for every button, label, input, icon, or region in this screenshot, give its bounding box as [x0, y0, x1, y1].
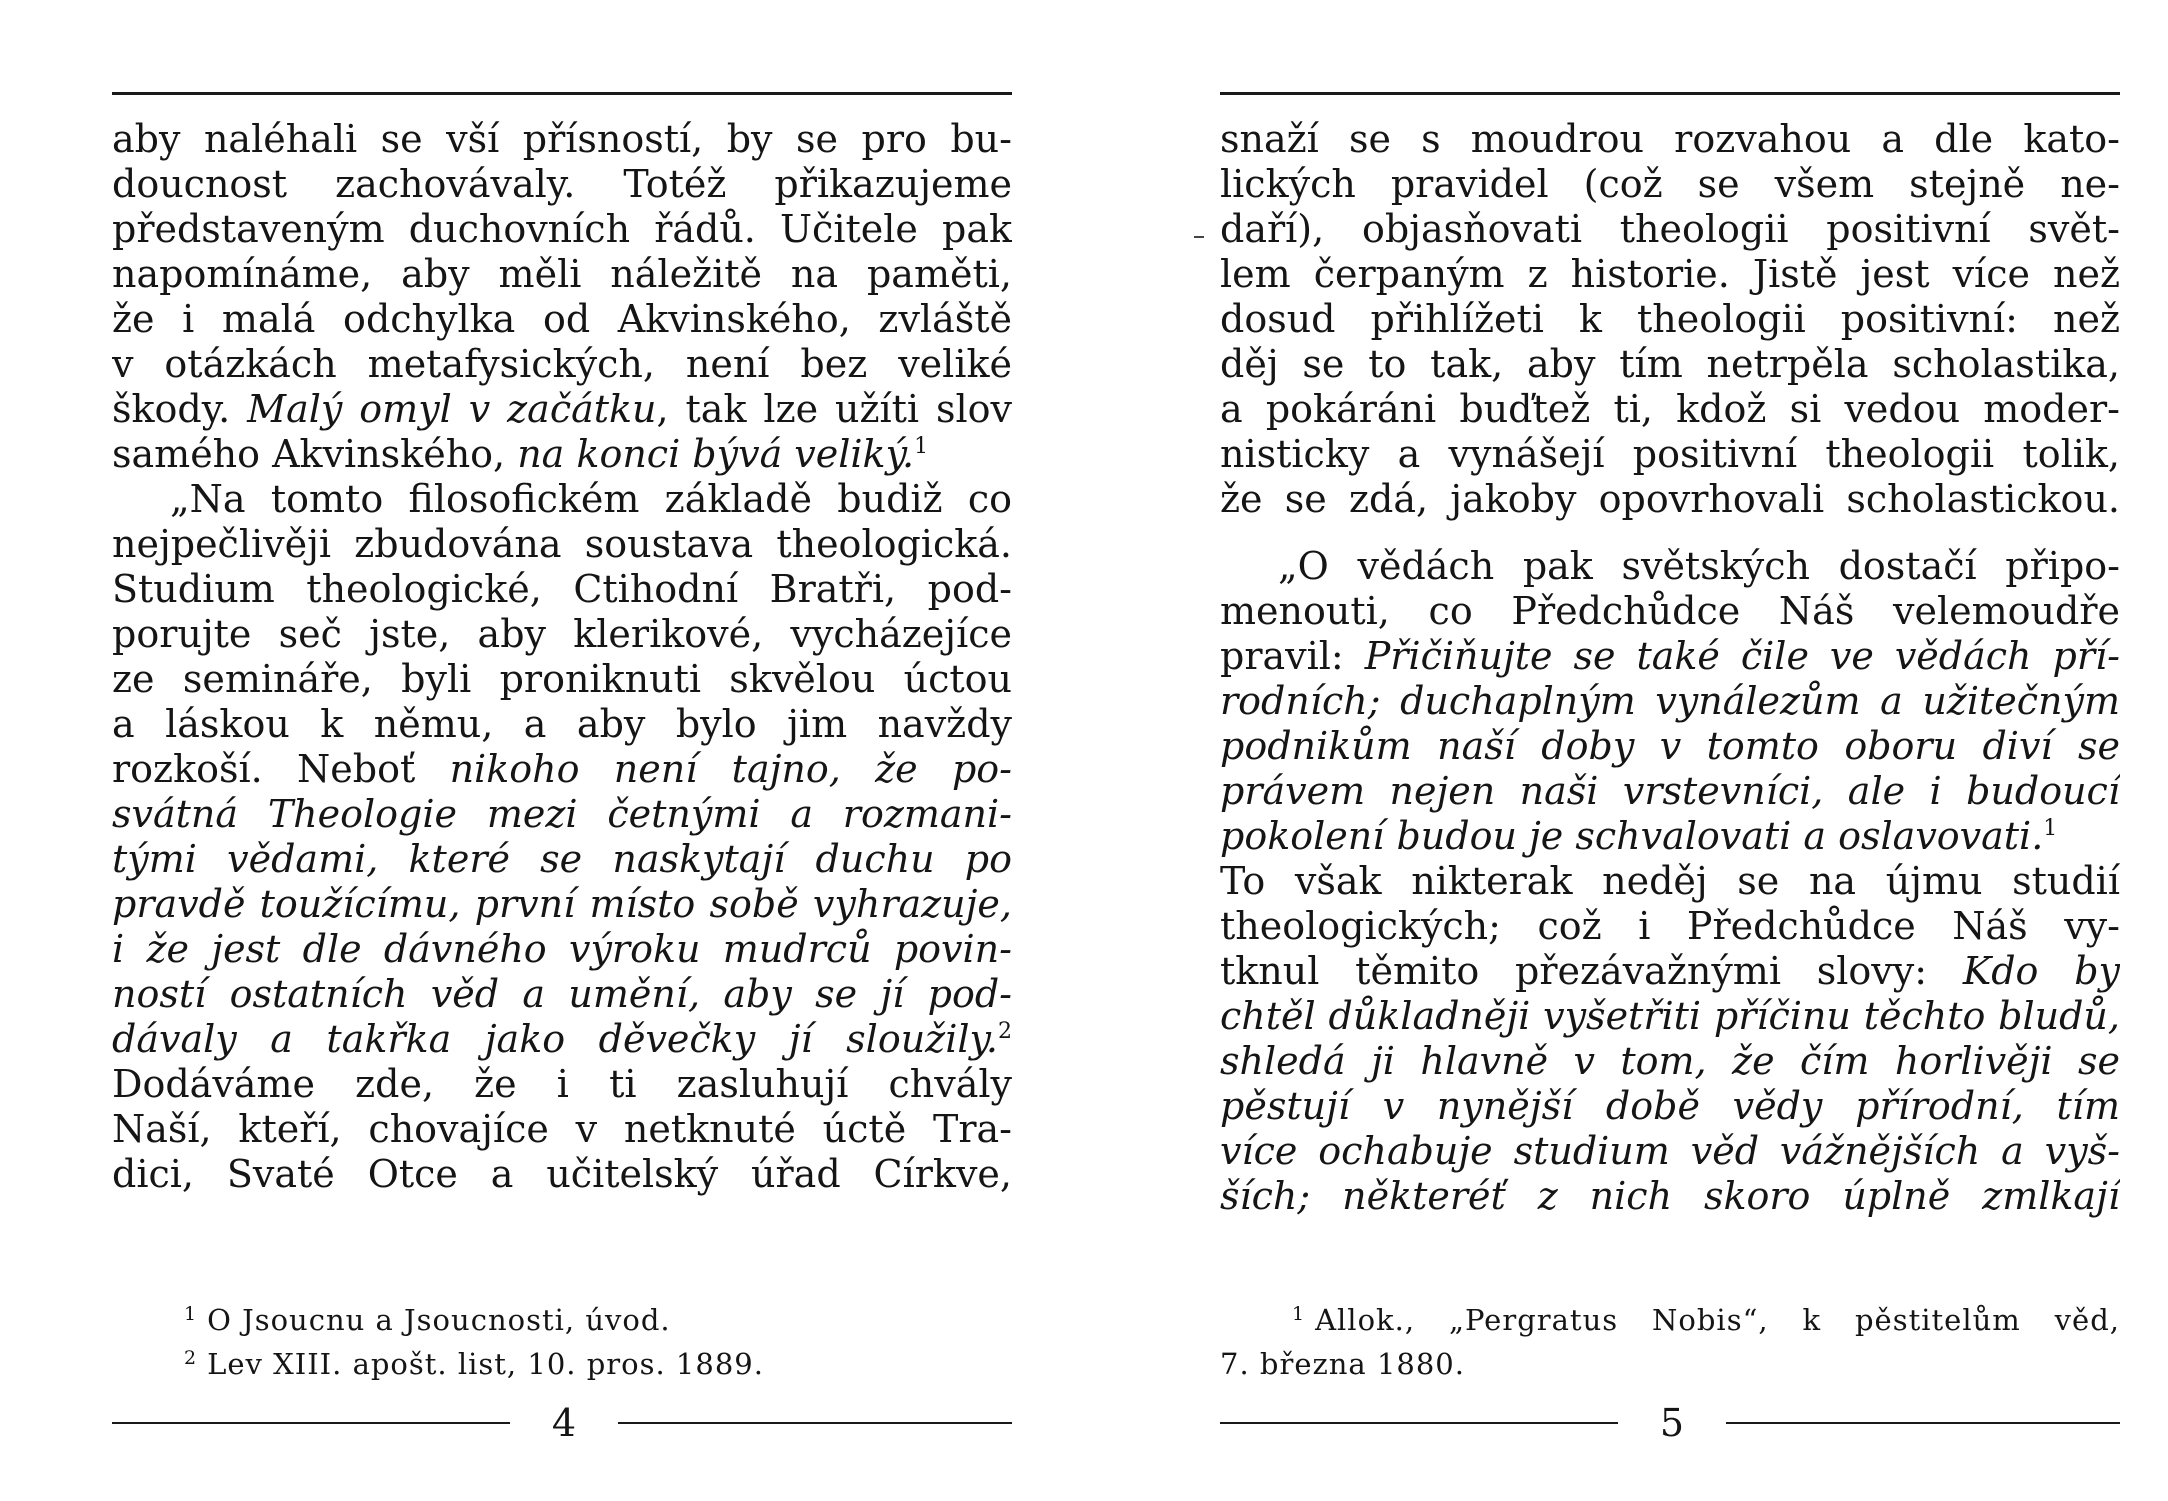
text-line: že i malá odchylka od Akvinského, zvláště: [112, 297, 1012, 341]
text-line: theologických; což i Předchůdce Náš vy-: [1220, 904, 2120, 948]
text-line: „Na tomto filosofickém základě budiž co: [170, 477, 1012, 521]
text-line: pravdě toužícímu, první místo sobě vyhrazuje,: [112, 882, 1012, 926]
text-line: pěstují v nynější době vědy přírodní, tím: [1220, 1084, 2120, 1128]
footnote: $^1$ O Jsoucnu a Jsoucnosti, úvod.: [184, 1303, 671, 1337]
left-footnotes: [112, 1298, 1012, 1386]
text-line: pravil: Přičiňujte se také čile ve vědách pří-: [1220, 634, 2120, 678]
text-line: děj se to tak, aby tím netrpěla scholastika,: [1220, 342, 2120, 386]
text-line: samého Akvinského, na konci bývá veliký.$^1$: [112, 432, 929, 476]
left-page-body: [112, 117, 1012, 1197]
text-line: To však nikterak neděj se na újmu studií: [1220, 859, 2120, 903]
text-line: menouti, co Předchůdce Náš velemoudře: [1220, 589, 2120, 633]
top-rule: [1220, 92, 2120, 95]
text-line: Naší, kteří, chovajíce v netknuté úctě Tra-: [112, 1107, 1012, 1151]
folio-rule: [1220, 1422, 1618, 1424]
text-line: dávaly a takřka jako děvečky jí sloužily.$^2$: [112, 1017, 1012, 1061]
folio-rule: [1726, 1422, 2120, 1424]
text-line: rodních; duchaplným vynálezům a užitečným: [1220, 679, 2120, 723]
text-line: a pokáráni buďtež ti, kdož si vedou moder-: [1220, 387, 2120, 431]
text-line: porujte seč jste, aby klerikové, vycházejíce: [112, 612, 1012, 656]
page-number: 4: [551, 1401, 577, 1445]
text-line: aby naléhali se vší přísností, by se pro bu-: [112, 117, 1012, 161]
text-line: ze semináře, byli proniknuti skvělou úctou: [112, 657, 1012, 701]
text-line: škody. Malý omyl v začátku, tak lze užíti slov: [112, 387, 1012, 431]
text-line: dici, Svaté Otce a učitelský úřad Církve,: [112, 1152, 1012, 1196]
text-line: lem čerpaným z historie. Jistě jest více než: [1220, 252, 2120, 296]
right-footnotes: [1220, 1298, 2120, 1386]
text-line: podnikům naší doby v tomto oboru diví se: [1220, 724, 2120, 768]
italic-quote: Kdo by: [1962, 949, 2120, 993]
text-line: ších; některéť z nich skoro úplně zmlkají: [1220, 1174, 2120, 1218]
text-line: představeným duchovních řádů. Učitele pak: [112, 207, 1012, 251]
text-line: napomínáme, aby měli náležitě na paměti,: [112, 252, 1012, 296]
text-line: rozkoší. Neboť nikoho není tajno, že po-: [112, 747, 1012, 791]
page-number: 5: [1659, 1401, 1685, 1445]
text-line: Dodáváme zde, že i ti zasluhují chvály: [112, 1062, 1012, 1106]
left-folio: [112, 1398, 1012, 1448]
text-line: a láskou k němu, a aby bylo jim navždy: [112, 702, 1012, 746]
text-line: doucnost zachovávaly. Totéž přikazujeme: [112, 162, 1012, 206]
text-line: dosud přihlížeti k theologii positivní: než: [1220, 297, 2120, 341]
folio-rule: [112, 1422, 510, 1424]
italic-quote: nikoho není tajno, že po-: [449, 747, 1012, 791]
text-line: že se zdá, jakoby opovrhovali scholastickou.: [1220, 477, 2120, 521]
text-line: i že jest dle dávného výroku mudrců povin-: [112, 927, 1012, 971]
text-line: „O vědách pak světských dostačí připo-: [1278, 544, 2120, 588]
text-line: nejpečlivěji zbudována soustava theologická.: [112, 522, 1012, 566]
footnote: $^2$ Lev XIII. apošt. list, 10. pros. 1889.: [184, 1347, 764, 1381]
text-line: Studium theologické, Ctihodní Bratři, pod-: [112, 567, 1012, 611]
text-line: tými vědami, které se naskytají duchu po: [112, 837, 1012, 881]
footnote-ref: 2: [998, 1019, 1012, 1044]
text-line: lických pravidel (což se všem stejně ne-: [1220, 162, 2120, 206]
footnote-ref: 1: [914, 434, 929, 459]
text-line: snaží se s moudrou rozvahou a dle kato-: [1220, 117, 2120, 161]
text-line: daří), objasňovati theologii positivní svět-: [1220, 207, 2120, 251]
footnote: $^1$ Allok., „Pergratus Nobis“, k pěstitelům věd,: [1292, 1303, 2120, 1337]
text-line: více ochabuje studium věd vážnějších a vyš-: [1220, 1129, 2120, 1173]
footnote: 7. března 1880.: [1220, 1347, 1465, 1381]
text-line: svátná Theologie mezi četnými a rozmani-: [112, 792, 1012, 836]
right-page-body: [1220, 117, 2120, 1219]
text-line: ností ostatních věd a umění, aby se jí pod-: [112, 972, 1012, 1016]
top-rule: [112, 92, 1012, 95]
italic-quote: Malý omyl v začátku: [247, 387, 657, 431]
text-line: chtěl důkladněji vyšetřiti příčinu těchto bludů,: [1220, 994, 2120, 1038]
text-line: tknul těmito přezávažnými slovy: Kdo by: [1220, 949, 2120, 993]
right-page: [1220, 0, 2120, 1501]
margin-mark: [1194, 236, 1204, 238]
text-line: nisticky a vynášejí positivní theologii tolik,: [1220, 432, 2120, 476]
italic-quote: na konci bývá veliký.: [517, 432, 915, 476]
folio-rule: [618, 1422, 1012, 1424]
text-line: pokolení budou je schvalovati a oslavovati.$^1$: [1220, 814, 2058, 858]
text-line: v otázkách metafysických, není bez veliké: [112, 342, 1012, 386]
italic-quote: Přičiňujte se také čile ve vědách pří-: [1364, 634, 2120, 678]
text-line: shledá ji hlavně v tom, že čím horlivěji se: [1220, 1039, 2120, 1083]
text-line: právem nejen naši vrstevníci, ale i budoucí: [1220, 769, 2120, 813]
footnote-ref: 1: [2043, 816, 2058, 841]
left-page: [112, 0, 1012, 1501]
right-folio: [1220, 1398, 2120, 1448]
